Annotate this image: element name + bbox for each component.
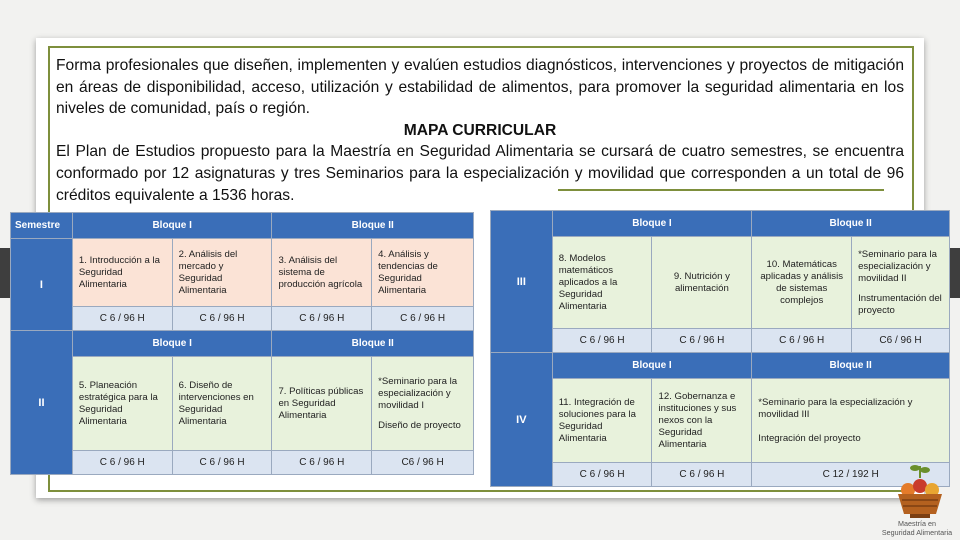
credit-cell: C 6 / 96 H	[72, 307, 172, 331]
credit-cell: C 6 / 96 H	[652, 463, 752, 487]
credit-cell: C 12 / 192 H	[752, 463, 950, 487]
course-cell: 8. Modelos matemáticos aplicados a la Seguridad Alimentaria	[552, 237, 652, 329]
semester-label: II	[11, 331, 73, 475]
course-cell: 6. Diseño de intervenciones en Seguridad Alimentaria	[172, 357, 272, 451]
intro-paragraph: Forma profesionales que diseñen, implementen y evalúen estudios diagnósticos, intervenciones y proyectos de mitigación en áreas de disponibilidad, acceso, utilización y estabilidad de alimentos, para promover la seguridad alimentaria en los niveles de comunidad, país o región.	[56, 57, 904, 118]
logo-line1: Maestría en	[898, 519, 936, 528]
semester-label: III	[491, 211, 553, 353]
course-cell: 11. Integración de soluciones para la Seguridad Alimentaria	[552, 379, 652, 463]
bloque1-header: Bloque I	[72, 213, 272, 239]
bloque2-header: Bloque II	[272, 331, 474, 357]
course-cell: 12. Gobernanza e instituciones y sus nexos con la Seguridad Alimentaria	[652, 379, 752, 463]
credit-cell: C6 / 96 H	[852, 329, 950, 353]
course-cell: 10. Matemáticas aplicadas y análisis de sistemas complejos	[752, 237, 852, 329]
credit-cell: C 6 / 96 H	[552, 463, 652, 487]
seminar-project: Instrumentación del proyecto	[858, 292, 942, 316]
course-cell: 7. Políticas públicas en Seguridad Alimentaria	[272, 357, 372, 451]
credit-cell: C 6 / 96 H	[372, 307, 474, 331]
semester-label: I	[11, 239, 73, 331]
course-cell: 4. Análisis y tendencias de Seguridad Alimentaria	[372, 239, 474, 307]
logo-caption	[872, 520, 960, 537]
bloque1-header: Bloque I	[552, 353, 752, 379]
seminar-cell	[752, 379, 950, 463]
seminar-project: Integración del proyecto	[758, 432, 861, 444]
credit-cell: C6 / 96 H	[372, 451, 474, 475]
course-cell: 2. Análisis del mercado y Seguridad Alimentaria	[172, 239, 272, 307]
bloque2-header: Bloque II	[752, 353, 950, 379]
curriculum-table-left	[10, 212, 474, 475]
credit-cell: C 6 / 96 H	[652, 329, 752, 353]
seminar-title: *Seminario para la especialización y movilidad II	[858, 248, 938, 284]
credit-cell: C 6 / 96 H	[752, 329, 852, 353]
course-cell: 9. Nutrición y alimentación	[652, 237, 752, 329]
credit-cell: C 6 / 96 H	[272, 307, 372, 331]
credit-cell: C 6 / 96 H	[552, 329, 652, 353]
bloque1-header: Bloque I	[72, 331, 272, 357]
course-cell: 1. Introducción a la Seguridad Alimentaria	[72, 239, 172, 307]
decorative-underline	[558, 189, 884, 191]
credit-cell: C 6 / 96 H	[272, 451, 372, 475]
semester-label: IV	[491, 353, 553, 487]
semester-header: Semestre	[11, 213, 73, 239]
credit-cell: C 6 / 96 H	[72, 451, 172, 475]
bloque1-header: Bloque I	[552, 211, 752, 237]
logo-line2: Seguridad Alimentaria	[881, 527, 953, 537]
seminar-cell	[852, 237, 950, 329]
seminar-title: *Seminario para la especialización y movilidad I	[378, 375, 458, 411]
course-cell: 3. Análisis del sistema de producción agrícola	[272, 239, 372, 307]
bloque2-header: Bloque II	[752, 211, 950, 237]
credit-cell: C 6 / 96 H	[172, 307, 272, 331]
seminar-title: *Seminario para la especialización y movilidad III	[758, 396, 913, 420]
plan-paragraph: El Plan de Estudios propuesto para la Maestría en Seguridad Alimentaria se cursará de cuatro semestres, se encuentra conformado por 12 asignaturas y tres Seminarios para la especialización y movilidad que corresponden a un total de 96 créditos equivalente a 1536 horas.	[56, 143, 904, 204]
course-cell: 5. Planeación estratégica para la Seguridad Alimentaria	[72, 357, 172, 451]
section-heading: MAPA CURRICULAR	[403, 121, 557, 139]
credit-cell: C 6 / 96 H	[172, 451, 272, 475]
seminar-cell	[372, 357, 474, 451]
intro-text	[56, 55, 904, 206]
curriculum-table-right	[490, 210, 950, 487]
bloque2-header: Bloque II	[272, 213, 474, 239]
seminar-project: Diseño de proyecto	[378, 419, 461, 431]
